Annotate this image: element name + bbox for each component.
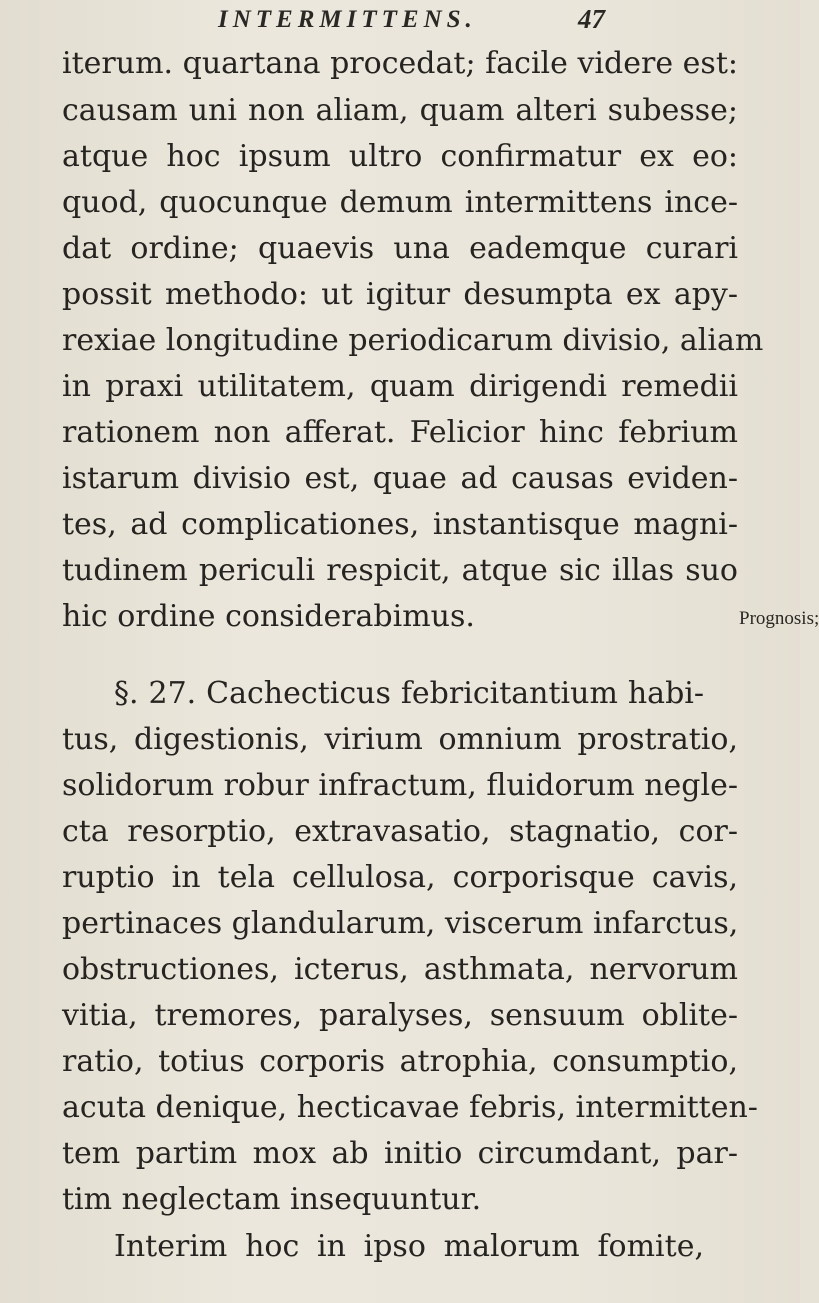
text-line: solidorum robur infractum, fluidorum negle- <box>62 768 738 803</box>
text-line: rationem non afferat. Felicior hinc febrium <box>62 415 738 450</box>
text-line: in praxi utilitatem, quam dirigendi remedii <box>62 369 738 404</box>
text-line: causam uni non aliam, quam alteri subesse; <box>62 93 738 128</box>
text-line: iterum. quartana procedat; facile videre est: <box>62 46 738 81</box>
text-line: Interim hoc in ipso malorum fomite, <box>114 1229 704 1264</box>
text-line: vitia, tremores, paralyses, sensuum oblite- <box>62 998 738 1033</box>
text-line: tudinem periculi respicit, atque sic illas suo <box>62 553 738 588</box>
text-line: tes, ad complicationes, instantisque magni- <box>62 507 738 542</box>
margin-note: Prognosis; <box>739 608 819 629</box>
running-title: INTERMITTENS. <box>218 6 477 33</box>
text-line: §. 27. Cachecticus febricitantium habi- <box>114 676 704 711</box>
text-line: ruptio in tela cellulosa, corporisque cavis, <box>62 860 738 895</box>
text-line: quod, quocunque demum intermittens ince- <box>62 185 738 220</box>
text-line: istarum divisio est, quae ad causas eviden- <box>62 461 738 496</box>
text-line: tus, digestionis, virium omnium prostratio, <box>62 722 738 757</box>
text-line: tem partim mox ab initio circumdant, par- <box>62 1136 738 1171</box>
text-line: hic ordine considerabimus. <box>62 599 475 634</box>
text-line: atque hoc ipsum ultro confirmatur ex eo: <box>62 139 738 174</box>
text-line: obstructiones, icterus, asthmata, nervorum <box>62 952 738 987</box>
text-line: cta resorptio, extravasatio, stagnatio, cor- <box>62 814 738 849</box>
text-line: possit methodo: ut igitur desumpta ex apy- <box>62 277 738 312</box>
text-line: acuta denique, hecticavae febris, intermitten- <box>62 1090 758 1125</box>
text-line: pertinaces glandularum, viscerum infarctus, <box>62 906 739 941</box>
text-line: ratio, totius corporis atrophia, consumptio, <box>62 1044 738 1079</box>
text-line: rexiae longitudine periodicarum divisio, aliam <box>62 323 764 358</box>
page-number: 47 <box>578 4 605 34</box>
text-line: tim neglectam insequuntur. <box>62 1182 482 1217</box>
text-line: dat ordine; quaevis una eademque curari <box>62 231 738 266</box>
